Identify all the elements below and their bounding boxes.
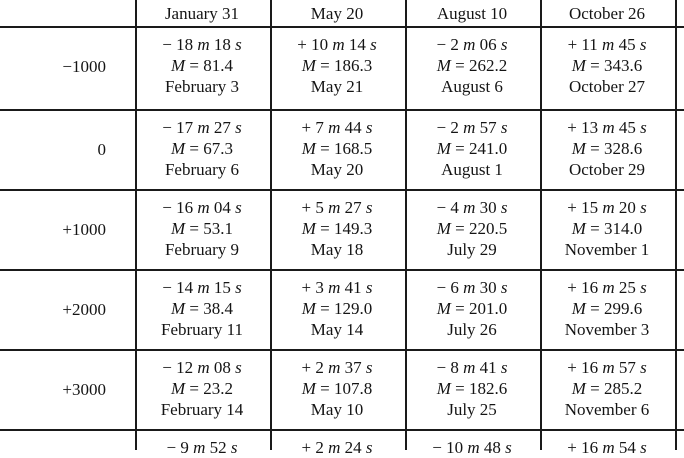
table-cell (406, 437, 538, 458)
date-value: February 9 (164, 240, 240, 259)
equation-of-time-value: + 5 m 27 s (301, 198, 373, 217)
date-value: May 10 (310, 400, 364, 419)
mean-anomaly-value: M = 262.2 (436, 56, 508, 75)
date-value: August 6 (441, 77, 503, 96)
row-divider (0, 269, 684, 271)
table-cell (541, 197, 673, 260)
equation-of-time-value: − 6 m 30 s (436, 278, 508, 297)
equation-of-time-value: − 2 m 57 s (436, 118, 508, 137)
table-cell (271, 117, 403, 180)
equation-of-time-value: + 15 m 20 s (567, 198, 647, 217)
table-cell (271, 34, 403, 97)
mean-anomaly-value: M = 314.0 (571, 219, 643, 238)
date-value: November 6 (564, 400, 650, 419)
date-value: February 14 (160, 400, 244, 419)
mean-anomaly-value: M = 149.3 (301, 219, 373, 238)
table-cell (271, 437, 403, 458)
table-cell (136, 277, 268, 340)
year-label: +2000 (62, 300, 106, 319)
year-label: −1000 (62, 57, 106, 76)
column-header: October 26 (568, 4, 645, 23)
column-header: August 10 (436, 4, 508, 23)
table-cell (136, 357, 268, 420)
date-value: July 29 (447, 240, 497, 259)
date-value: February 11 (161, 320, 243, 339)
table-cell (406, 34, 538, 97)
table-cell (541, 357, 673, 420)
table-cell (406, 357, 538, 420)
date-value: July 26 (447, 320, 497, 339)
mean-anomaly-value: M = 285.2 (571, 379, 643, 398)
table-cell (541, 437, 673, 458)
equation-of-time-value: − 18 m 18 s (162, 35, 242, 54)
table-cell (541, 277, 673, 340)
equation-of-time-value: − 9 m 52 s (166, 438, 238, 457)
table-cell (406, 197, 538, 260)
year-label: 0 (97, 140, 106, 159)
column-header: May 20 (310, 4, 364, 23)
mean-anomaly-value: M = 81.4 (170, 56, 233, 75)
equation-of-time-value: + 16 m 54 s (567, 438, 647, 457)
equation-of-time-value: − 8 m 41 s (436, 358, 508, 377)
equation-of-time-value: + 11 m 45 s (567, 35, 647, 54)
equation-of-time-value: + 10 m 14 s (297, 35, 377, 54)
mean-anomaly-value: M = 67.3 (170, 139, 233, 158)
table-cell (136, 117, 268, 180)
table-cell (406, 117, 538, 180)
equation-of-time-value: + 16 m 57 s (567, 358, 647, 377)
column-header: January 31 (164, 4, 240, 23)
date-value: May 21 (310, 77, 364, 96)
date-value: July 25 (447, 400, 497, 419)
table-cell (271, 357, 403, 420)
equation-of-time-value: + 2 m 37 s (301, 358, 373, 377)
mean-anomaly-value: M = 186.3 (301, 56, 373, 75)
date-value: November 1 (564, 240, 650, 259)
mean-anomaly-value: M = 220.5 (436, 219, 508, 238)
equation-of-time-value: − 12 m 08 s (162, 358, 242, 377)
table-cell (136, 197, 268, 260)
equation-of-time-value: − 2 m 06 s (436, 35, 508, 54)
mean-anomaly-value: M = 241.0 (436, 139, 508, 158)
equation-of-time-value: − 17 m 27 s (162, 118, 242, 137)
mean-anomaly-value: M = 299.6 (571, 299, 643, 318)
row-divider (0, 26, 684, 28)
year-label: +3000 (62, 380, 106, 399)
equation-of-time-value: − 10 m 48 s (432, 438, 512, 457)
column-divider (675, 0, 677, 450)
equation-of-time-value: − 14 m 15 s (162, 278, 242, 297)
equation-of-time-value: − 16 m 04 s (162, 198, 242, 217)
table-cell (406, 277, 538, 340)
equation-of-time-value: + 7 m 44 s (301, 118, 373, 137)
row-divider (0, 109, 684, 111)
table-cell (271, 197, 403, 260)
mean-anomaly-value: M = 343.6 (571, 56, 643, 75)
date-value: May 18 (310, 240, 364, 259)
date-value: August 1 (441, 160, 503, 179)
row-divider (0, 429, 684, 431)
row-divider (0, 189, 684, 191)
table-cell (136, 34, 268, 97)
table-cell (541, 117, 673, 180)
equation-of-time-value: + 3 m 41 s (301, 278, 373, 297)
mean-anomaly-value: M = 38.4 (170, 299, 233, 318)
date-value: November 3 (564, 320, 650, 339)
mean-anomaly-value: M = 23.2 (170, 379, 233, 398)
mean-anomaly-value: M = 201.0 (436, 299, 508, 318)
date-value: February 3 (164, 77, 240, 96)
equation-of-time-value: + 16 m 25 s (567, 278, 647, 297)
mean-anomaly-value: M = 168.5 (301, 139, 373, 158)
equation-of-time-value: + 2 m 24 s (301, 438, 373, 457)
date-value: May 14 (310, 320, 364, 339)
mean-anomaly-value: M = 129.0 (301, 299, 373, 318)
mean-anomaly-value: M = 182.6 (436, 379, 508, 398)
table-cell (541, 34, 673, 97)
mean-anomaly-value: M = 53.1 (170, 219, 233, 238)
row-divider (0, 349, 684, 351)
date-value: October 29 (568, 160, 645, 179)
table-cell (271, 277, 403, 340)
mean-anomaly-value: M = 328.6 (571, 139, 643, 158)
date-value: May 20 (310, 160, 364, 179)
date-value: February 6 (164, 160, 240, 179)
date-value: October 27 (568, 77, 645, 96)
mean-anomaly-value: M = 107.8 (301, 379, 373, 398)
equation-of-time-value: + 13 m 45 s (567, 118, 647, 137)
equation-of-time-value: − 4 m 30 s (436, 198, 508, 217)
table-cell (136, 437, 268, 458)
year-label: +1000 (62, 220, 106, 239)
